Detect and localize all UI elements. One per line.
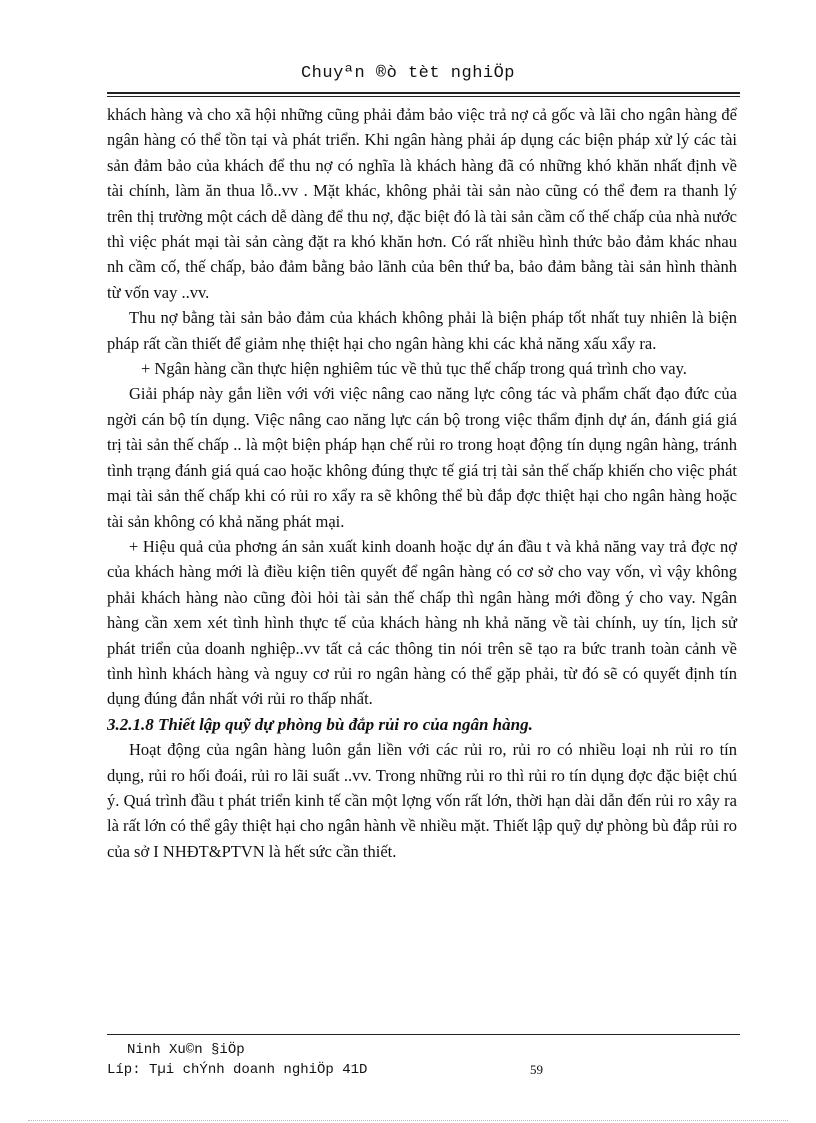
paragraph-5: + Hiệu quả của phơng án sản xuất kinh doanh hoặc dự án đầu t và khả năng vay trả đợc nợ của khách hàng mới là điều kiện tiên quyết để ngân hàng có cơ sở cho vay vốn, vì vậy không phải khách hàng nào cũng đòi hỏi tài sản thế chấp thì ngân hàng mới đồng ý cho vay. Ngân hàng cần xem xét tình hình thực tế của khách hàng nh khả năng về tài chính, uy tín, lịch sử phát triển của doanh nghiệp..vv tất cả các thông tin nói trên sẽ tạo ra bức tranh toàn cảnh về tình hình khách hàng và nguy cơ rủi ro ngân hàng có thể gặp phải, từ đó sẽ có quyết định tín dụng đúng đắn nhất với rủi ro thấp nhất.	[107, 536, 737, 709]
paragraph-4: Giải pháp này gắn liền với với việc nâng cao năng lực công tác và phẩm chất đạo đức của ngời cán bộ tín dụng. Việc nâng cao năng lực cán bộ trong việc thẩm định dự án, đánh giá giá trị tài sản thế chấp .. là một biện pháp hạn chế rủi ro trong hoạt động tín dụng ngân hàng, tránh tình trạng đánh giá quá cao hoặc không đúng thực tế giá trị tài sản thế chấp khiến cho việc phát mại tài sản thế chấp khi có rủi ro xẩy ra sẽ không thể bù đắp đợc thiệt hại cho ngân hàng hoặc tài sản không có khả năng phát mại.	[107, 384, 737, 531]
page-footer	[107, 1040, 740, 1080]
header-rule	[107, 92, 740, 97]
section-heading: 3.2.1.8 Thiết lập quỹ dự phòng bù đắp rủi ro của ngân hàng.	[107, 714, 533, 734]
paragraph-2: Thu nợ bằng tài sản bảo đảm của khách không phải là biện pháp tốt nhất tuy nhiên là biện pháp rất cần thiết để giảm nhẹ thiệt hại cho ngân hàng khi các khả năng xấu xẩy ra.	[107, 308, 737, 353]
paragraph-3: + Ngân hàng cần thực hiện nghiêm túc về thủ tục thế chấp trong quá trình cho vay.	[141, 359, 687, 379]
footer-author: Ninh Xu©n §iÖp	[127, 1042, 245, 1058]
footer-rule	[107, 1034, 740, 1035]
footer-class-line	[107, 1060, 740, 1080]
document-body	[107, 102, 737, 864]
footer-class: Líp: Tµi chÝnh doanh nghiÖp 41D	[107, 1062, 368, 1078]
page-number: 59	[530, 1062, 543, 1077]
page-header-title: Chuyªn ®ò tèt nghiÖp	[300, 64, 516, 83]
paragraph-6: Hoạt động của ngân hàng luôn gắn liền với các rủi ro, rủi ro có nhiều loại nh rủi ro tín dụng, rủi ro hối đoái, rủi ro lãi suất ..vv. Trong những rủi ro thì rủi ro tín dụng đợc đặc biệt chú ý. Quá trình đầu t phát triển kinh tế cần một lợng vốn rất lớn, thời hạn dài dẫn đến rủi ro xây ra là rất lớn có thể gây thiệt hại cho ngân hành về nhiều mặt. Thiết lập quỹ dự phòng bù đắp rủi ro của sở I NHĐT&PTVN là hết sức cần thiết.	[107, 740, 737, 861]
page-bottom-dotted-border	[28, 1120, 788, 1121]
paragraph-1: khách hàng và cho xã hội những cũng phải đảm bảo việc trả nợ cả gốc và lãi cho ngân hàng để ngân hàng có thể tồn tại và phát triển. Khi ngân hàng phải áp dụng các biện pháp xử lý các tài sản đảm bảo của khách để thu nợ có nghĩa là khách hàng đã có những khó khăn nhất định về tài chính, làm ăn thua lỗ..vv . Mặt khác, không phải tài sản nào cũng có thể đem ra thanh lý trên thị trường một cách dễ dàng để thu nợ, đặc biệt đó là tài sản cầm cố thế chấp của nhà nước thì việc phát mại tài sản càng đặt ra khó khăn hơn. Có rất nhiều hình thức bảo đảm khác nhau nh cầm cố, thế chấp, bảo đảm bằng bảo lãnh của bên thứ ba, bảo đảm bằng tài sản hình thành từ vốn vay ..vv.	[107, 105, 737, 302]
